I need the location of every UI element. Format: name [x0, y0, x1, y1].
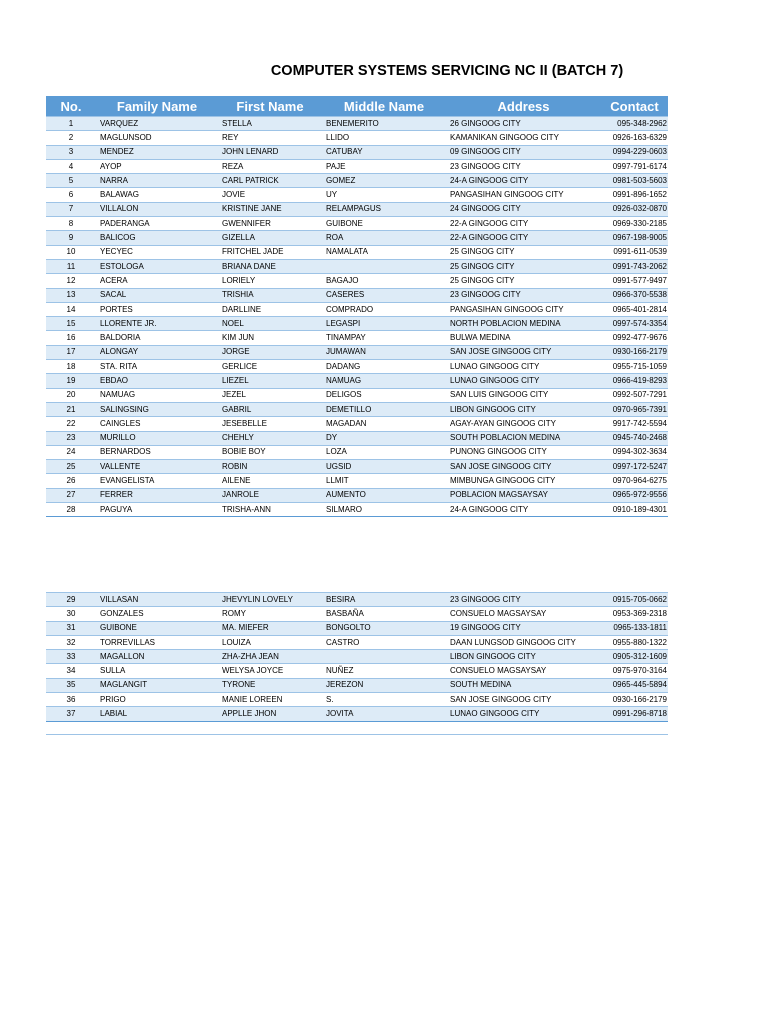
cell-contact: 0930-166-2179	[601, 345, 668, 359]
header-middle-name: Middle Name	[322, 96, 446, 117]
cell-address: 19 GINGOOG CITY	[446, 621, 601, 635]
table-row	[46, 159, 668, 173]
cell-contact: 0953-369-2318	[601, 607, 668, 621]
table-row	[46, 302, 668, 316]
empty-cell	[218, 721, 322, 734]
table-row	[46, 431, 668, 445]
cell-no: 34	[46, 664, 96, 678]
cell-address: SAN LUIS GINGOOG CITY	[446, 388, 601, 402]
cell-first-name: JANROLE	[218, 488, 322, 502]
cell-address: SAN JOSE GINGOOG CITY	[446, 693, 601, 707]
cell-middle-name: BAGAJO	[322, 274, 446, 288]
cell-middle-name: BENEMERITO	[322, 117, 446, 131]
cell-contact: 0994-302-3634	[601, 445, 668, 459]
document-title: COMPUTER SYSTEMS SERVICING NC II (BATCH 7)	[270, 63, 624, 79]
cell-middle-name: COMPRADO	[322, 302, 446, 316]
cell-no: 22	[46, 417, 96, 431]
cell-first-name: ROMY	[218, 607, 322, 621]
table-row	[46, 607, 668, 621]
cell-middle-name: JUMAWAN	[322, 345, 446, 359]
cell-middle-name: ROA	[322, 231, 446, 245]
cell-family-name: EBDAO	[96, 374, 218, 388]
cell-address: CONSUELO MAGSAYSAY	[446, 607, 601, 621]
cell-first-name: GIZELLA	[218, 231, 322, 245]
table-row	[46, 650, 668, 664]
cell-family-name: BERNARDOS	[96, 445, 218, 459]
cell-contact: 0930-166-2179	[601, 693, 668, 707]
cell-family-name: VARQUEZ	[96, 117, 218, 131]
cell-middle-name: DY	[322, 431, 446, 445]
cell-family-name: BALICOG	[96, 231, 218, 245]
cell-contact: 0965-401-2814	[601, 302, 668, 316]
cell-middle-name: LEGASPI	[322, 317, 446, 331]
cell-no: 18	[46, 360, 96, 374]
cell-no: 15	[46, 317, 96, 331]
cell-family-name: PAGUYA	[96, 503, 218, 517]
cell-middle-name: PAJE	[322, 159, 446, 173]
table-row	[46, 678, 668, 692]
header-address: Address	[446, 96, 601, 117]
cell-address: 25 GINGOG CITY	[446, 274, 601, 288]
cell-contact: 0991-296-8718	[601, 707, 668, 721]
cell-no: 16	[46, 331, 96, 345]
cell-first-name: GABRIL	[218, 402, 322, 416]
cell-first-name: CHEHLY	[218, 431, 322, 445]
cell-no: 13	[46, 288, 96, 302]
table-row	[46, 217, 668, 231]
student-table-page-1	[46, 96, 668, 517]
cell-contact: 0969-330-2185	[601, 217, 668, 231]
cell-contact: 0992-477-9676	[601, 331, 668, 345]
cell-middle-name: GOMEZ	[322, 174, 446, 188]
table-row	[46, 145, 668, 159]
cell-contact: 0991-896-1652	[601, 188, 668, 202]
cell-contact: 0966-419-8293	[601, 374, 668, 388]
cell-first-name: JESEBELLE	[218, 417, 322, 431]
cell-first-name: AILENE	[218, 474, 322, 488]
cell-address: SOUTH POBLACION MEDINA	[446, 431, 601, 445]
cell-contact: 0926-032-0870	[601, 202, 668, 216]
cell-middle-name: UGSID	[322, 460, 446, 474]
cell-address: NORTH POBLACION MEDINA	[446, 317, 601, 331]
cell-contact: 0966-370-5538	[601, 288, 668, 302]
cell-address: POBLACION MAGSAYSAY	[446, 488, 601, 502]
cell-contact: 0991-611-0539	[601, 245, 668, 259]
cell-first-name: NOEL	[218, 317, 322, 331]
cell-middle-name: LLMIT	[322, 474, 446, 488]
cell-no: 26	[46, 474, 96, 488]
cell-family-name: GUIBONE	[96, 621, 218, 635]
cell-contact: 0997-172-5247	[601, 460, 668, 474]
cell-no: 6	[46, 188, 96, 202]
cell-address: 22-A GINGOOG CITY	[446, 231, 601, 245]
cell-no: 31	[46, 621, 96, 635]
cell-first-name: JEZEL	[218, 388, 322, 402]
cell-family-name: CAINGLES	[96, 417, 218, 431]
table-row	[46, 474, 668, 488]
cell-middle-name: CATUBAY	[322, 145, 446, 159]
cell-no: 37	[46, 707, 96, 721]
table-row	[46, 445, 668, 459]
table-row	[46, 417, 668, 431]
cell-family-name: LABIAL	[96, 707, 218, 721]
header-no: No.	[46, 96, 96, 117]
cell-first-name: TRISHA-ANN	[218, 503, 322, 517]
cell-middle-name: MAGADAN	[322, 417, 446, 431]
cell-contact: 0955-715-1059	[601, 360, 668, 374]
cell-first-name: BRIANA DANE	[218, 259, 322, 273]
cell-first-name: TRISHIA	[218, 288, 322, 302]
cell-middle-name	[322, 259, 446, 273]
table-row	[46, 274, 668, 288]
cell-first-name: GWENNIFER	[218, 217, 322, 231]
cell-first-name: ROBIN	[218, 460, 322, 474]
header-family-name: Family Name	[96, 96, 218, 117]
table-row	[46, 131, 668, 145]
cell-first-name: LORIELY	[218, 274, 322, 288]
cell-contact: 0965-972-9556	[601, 488, 668, 502]
cell-middle-name: AUMENTO	[322, 488, 446, 502]
table-row	[46, 460, 668, 474]
cell-middle-name: TINAMPAY	[322, 331, 446, 345]
cell-address: SAN JOSE GINGOOG CITY	[446, 345, 601, 359]
cell-address: DAAN LUNGSOD GINGOOG CITY	[446, 635, 601, 649]
cell-first-name: WELYSA JOYCE	[218, 664, 322, 678]
cell-contact: 9917-742-5594	[601, 417, 668, 431]
cell-family-name: PADERANGA	[96, 217, 218, 231]
table-row	[46, 331, 668, 345]
table-row	[46, 245, 668, 259]
cell-no: 4	[46, 159, 96, 173]
cell-family-name: LLORENTE JR.	[96, 317, 218, 331]
cell-first-name: APPLLE JHON	[218, 707, 322, 721]
cell-family-name: FERRER	[96, 488, 218, 502]
cell-no: 21	[46, 402, 96, 416]
cell-family-name: STA. RITA	[96, 360, 218, 374]
empty-cell	[446, 721, 601, 734]
cell-middle-name: BONGOLTO	[322, 621, 446, 635]
table-row	[46, 188, 668, 202]
cell-address: PANGASIHAN GINGOOG CITY	[446, 302, 601, 316]
cell-no: 12	[46, 274, 96, 288]
table-row	[46, 488, 668, 502]
cell-address: PANGASIHAN GINGOOG CITY	[446, 188, 601, 202]
cell-first-name: REY	[218, 131, 322, 145]
cell-address: KAMANIKAN GINGOOG CITY	[446, 131, 601, 145]
cell-middle-name	[322, 650, 446, 664]
table-row	[46, 360, 668, 374]
cell-middle-name: CASERES	[322, 288, 446, 302]
table-row	[46, 345, 668, 359]
cell-address: 24-A GINGOOG CITY	[446, 174, 601, 188]
cell-address: LUNAO GINGOOG CITY	[446, 360, 601, 374]
cell-contact: 0975-970-3164	[601, 664, 668, 678]
cell-no: 20	[46, 388, 96, 402]
cell-address: 22-A GINGOOG CITY	[446, 217, 601, 231]
cell-no: 23	[46, 431, 96, 445]
cell-no: 14	[46, 302, 96, 316]
cell-family-name: TORREVILLAS	[96, 635, 218, 649]
table-row	[46, 707, 668, 721]
cell-no: 33	[46, 650, 96, 664]
cell-address: PUNONG GINGOOG CITY	[446, 445, 601, 459]
cell-contact: 0915-705-0662	[601, 593, 668, 607]
table-row	[46, 317, 668, 331]
cell-family-name: NAMUAG	[96, 388, 218, 402]
cell-address: AGAY-AYAN GINGOOG CITY	[446, 417, 601, 431]
cell-family-name: ALONGAY	[96, 345, 218, 359]
table-row	[46, 117, 668, 131]
cell-first-name: JOVIE	[218, 188, 322, 202]
cell-address: 23 GINGOOG CITY	[446, 288, 601, 302]
cell-first-name: GERLICE	[218, 360, 322, 374]
cell-no: 10	[46, 245, 96, 259]
cell-first-name: DARLLINE	[218, 302, 322, 316]
cell-family-name: VALLENTE	[96, 460, 218, 474]
cell-middle-name: S.	[322, 693, 446, 707]
cell-first-name: JOHN LENARD	[218, 145, 322, 159]
cell-family-name: ACERA	[96, 274, 218, 288]
table-row	[46, 388, 668, 402]
cell-family-name: BALAWAG	[96, 188, 218, 202]
cell-family-name: MAGALLON	[96, 650, 218, 664]
empty-cell	[46, 721, 96, 734]
cell-family-name: SALINGSING	[96, 402, 218, 416]
cell-address: CONSUELO MAGSAYSAY	[446, 664, 601, 678]
cell-address: 09 GINGOOG CITY	[446, 145, 601, 159]
cell-contact: 0965-445-5894	[601, 678, 668, 692]
cell-first-name: LIEZEL	[218, 374, 322, 388]
cell-family-name: MURILLO	[96, 431, 218, 445]
cell-contact: 0994-229-0603	[601, 145, 668, 159]
table-row	[46, 174, 668, 188]
cell-first-name: KRISTINE JANE	[218, 202, 322, 216]
cell-family-name: VILLASAN	[96, 593, 218, 607]
header-first-name: First Name	[218, 96, 322, 117]
cell-middle-name: RELAMPAGUS	[322, 202, 446, 216]
cell-no: 1	[46, 117, 96, 131]
cell-contact: 0970-965-7391	[601, 402, 668, 416]
cell-middle-name: NUÑEZ	[322, 664, 446, 678]
cell-contact: 0926-163-6329	[601, 131, 668, 145]
cell-family-name: ESTOLOGA	[96, 259, 218, 273]
cell-address: 25 GINGOG CITY	[446, 245, 601, 259]
cell-family-name: EVANGELISTA	[96, 474, 218, 488]
cell-family-name: VILLALON	[96, 202, 218, 216]
table-row	[46, 259, 668, 273]
cell-first-name: MANIE LOREEN	[218, 693, 322, 707]
cell-address: MIMBUNGA GINGOOG CITY	[446, 474, 601, 488]
cell-middle-name: NAMALATA	[322, 245, 446, 259]
cell-contact: 0955-880-1322	[601, 635, 668, 649]
cell-address: LUNAO GINGOOG CITY	[446, 707, 601, 721]
cell-contact: 0991-577-9497	[601, 274, 668, 288]
cell-contact: 095-348-2962	[601, 117, 668, 131]
cell-contact: 0991-743-2062	[601, 259, 668, 273]
cell-middle-name: CASTRO	[322, 635, 446, 649]
cell-contact: 0905-312-1609	[601, 650, 668, 664]
header-contact: Contact	[601, 96, 668, 117]
cell-no: 17	[46, 345, 96, 359]
table-row	[46, 664, 668, 678]
cell-address: 23 GINGOOG CITY	[446, 593, 601, 607]
table-row	[46, 288, 668, 302]
cell-no: 3	[46, 145, 96, 159]
cell-family-name: SACAL	[96, 288, 218, 302]
cell-first-name: TYRONE	[218, 678, 322, 692]
cell-first-name: FRITCHEL JADE	[218, 245, 322, 259]
cell-no: 24	[46, 445, 96, 459]
cell-middle-name: SILMARO	[322, 503, 446, 517]
cell-contact: 0965-133-1811	[601, 621, 668, 635]
table-row	[46, 635, 668, 649]
cell-family-name: GONZALES	[96, 607, 218, 621]
cell-contact: 0997-791-6174	[601, 159, 668, 173]
cell-no: 8	[46, 217, 96, 231]
cell-no: 7	[46, 202, 96, 216]
cell-contact: 0981-503-5603	[601, 174, 668, 188]
cell-family-name: BALDORIA	[96, 331, 218, 345]
cell-first-name: BOBIE BOY	[218, 445, 322, 459]
cell-no: 32	[46, 635, 96, 649]
cell-middle-name: LLIDO	[322, 131, 446, 145]
table-row	[46, 374, 668, 388]
cell-no: 9	[46, 231, 96, 245]
cell-middle-name: DADANG	[322, 360, 446, 374]
cell-no: 19	[46, 374, 96, 388]
cell-no: 29	[46, 593, 96, 607]
cell-no: 5	[46, 174, 96, 188]
cell-contact: 0992-507-7291	[601, 388, 668, 402]
cell-family-name: NARRA	[96, 174, 218, 188]
cell-middle-name: BASBAÑA	[322, 607, 446, 621]
cell-contact: 0997-574-3354	[601, 317, 668, 331]
cell-address: 26 GINGOOG CITY	[446, 117, 601, 131]
cell-family-name: SULLA	[96, 664, 218, 678]
cell-no: 30	[46, 607, 96, 621]
empty-cell	[601, 721, 668, 734]
student-table-page-2	[46, 592, 668, 735]
cell-no: 35	[46, 678, 96, 692]
cell-family-name: MAGLANGIT	[96, 678, 218, 692]
cell-no: 36	[46, 693, 96, 707]
cell-first-name: JORGE	[218, 345, 322, 359]
cell-no: 27	[46, 488, 96, 502]
cell-middle-name: LOZA	[322, 445, 446, 459]
cell-middle-name: DEMETILLO	[322, 402, 446, 416]
table-header-row	[46, 96, 668, 117]
cell-address: SOUTH MEDINA	[446, 678, 601, 692]
table-row	[46, 621, 668, 635]
cell-middle-name: JEREZON	[322, 678, 446, 692]
cell-address: 24 GINGOOG CITY	[446, 202, 601, 216]
cell-first-name: KIM JUN	[218, 331, 322, 345]
table-row	[46, 231, 668, 245]
cell-family-name: PRIGO	[96, 693, 218, 707]
table-row	[46, 593, 668, 607]
cell-address: LIBON GINGOOG CITY	[446, 650, 601, 664]
cell-address: 25 GINGOG CITY	[446, 259, 601, 273]
cell-address: 23 GINGOOG CITY	[446, 159, 601, 173]
cell-middle-name: NAMUAG	[322, 374, 446, 388]
cell-address: LUNAO GINGOOG CITY	[446, 374, 601, 388]
cell-family-name: MAGLUNSOD	[96, 131, 218, 145]
cell-first-name: STELLA	[218, 117, 322, 131]
cell-family-name: AYOP	[96, 159, 218, 173]
cell-first-name: REZA	[218, 159, 322, 173]
cell-no: 25	[46, 460, 96, 474]
cell-middle-name: DELIGOS	[322, 388, 446, 402]
empty-cell	[96, 721, 218, 734]
cell-first-name: MA. MIEFER	[218, 621, 322, 635]
empty-cell	[322, 721, 446, 734]
table-row	[46, 693, 668, 707]
cell-family-name: YECYEC	[96, 245, 218, 259]
cell-no: 11	[46, 259, 96, 273]
cell-contact: 0970-964-6275	[601, 474, 668, 488]
cell-middle-name: BESIRA	[322, 593, 446, 607]
cell-contact: 0910-189-4301	[601, 503, 668, 517]
cell-middle-name: JOVITA	[322, 707, 446, 721]
cell-family-name: MENDEZ	[96, 145, 218, 159]
cell-first-name: CARL PATRICK	[218, 174, 322, 188]
cell-address: BULWA MEDINA	[446, 331, 601, 345]
cell-middle-name: GUIBONE	[322, 217, 446, 231]
cell-no: 28	[46, 503, 96, 517]
cell-first-name: LOUIZA	[218, 635, 322, 649]
table-row	[46, 202, 668, 216]
cell-no: 2	[46, 131, 96, 145]
cell-address: SAN JOSE GINGOOG CITY	[446, 460, 601, 474]
cell-contact: 0967-198-9005	[601, 231, 668, 245]
cell-first-name: JHEVYLIN LOVELY	[218, 593, 322, 607]
table-row	[46, 402, 668, 416]
cell-contact: 0945-740-2468	[601, 431, 668, 445]
empty-row	[46, 721, 668, 734]
cell-first-name: ZHA-ZHA JEAN	[218, 650, 322, 664]
cell-middle-name: UY	[322, 188, 446, 202]
cell-family-name: PORTES	[96, 302, 218, 316]
cell-address: 24-A GINGOOG CITY	[446, 503, 601, 517]
table-row	[46, 503, 668, 517]
cell-address: LIBON GINGOOG CITY	[446, 402, 601, 416]
